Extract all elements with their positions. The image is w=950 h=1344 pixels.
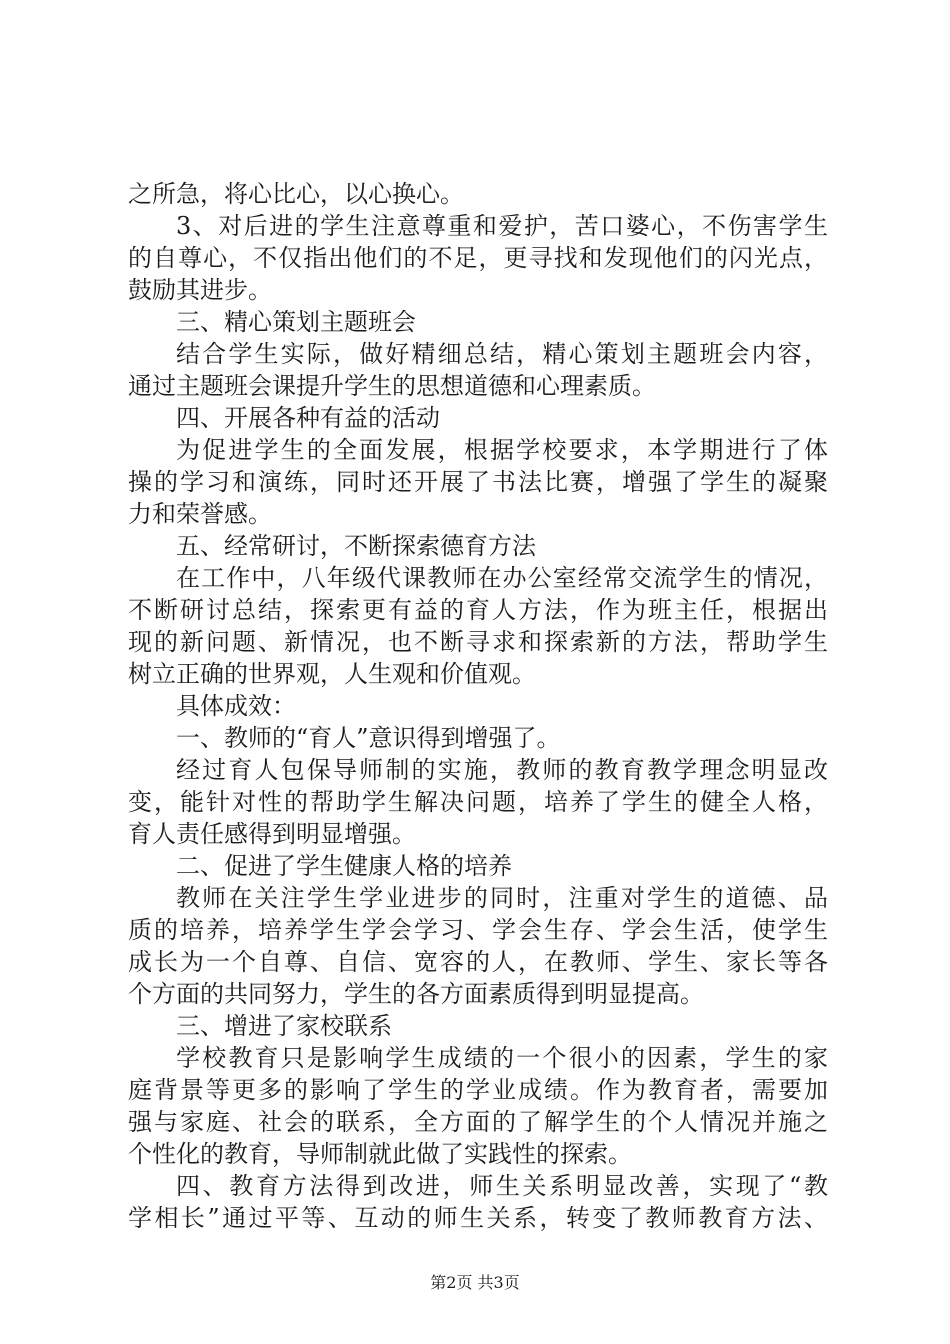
text-line: 操的学习和演练，同时还开展了书法比赛，增强了学生的凝聚 (128, 468, 828, 496)
section-heading: 三、增进了家校联系 (176, 1012, 392, 1040)
section-heading: 五、经常研讨，不断探索德育方法 (176, 532, 536, 560)
text-line: 3、对后进的学生注意尊重和爱护，苦口婆心，不伤害学生 (176, 212, 828, 240)
page-footer: 第2页 共3页 (430, 1273, 520, 1292)
text-line: 个性化的教育，导师制就此做了实践性的探索。 (128, 1140, 632, 1168)
text-line: 庭背景等更多的影响了学生的学业成绩。作为教育者，需要加 (128, 1076, 828, 1104)
text-line: 树立正确的世界观，人生观和价值观。 (128, 660, 536, 688)
text-line: 成长为一个自尊、自信、宽容的人，在教师、学生、家长等各 (128, 948, 828, 976)
text-line: 学校教育只是影响学生成绩的一个很小的因素，学生的家 (176, 1044, 828, 1072)
section-heading: 具体成效： (176, 692, 296, 720)
text-line: 育人责任感得到明显增强。 (128, 820, 416, 848)
text-line: 在工作中，八年级代课教师在办公室经常交流学生的情况， (176, 564, 828, 592)
text-line: 不断研讨总结，探索更有益的育人方法，作为班主任，根据出 (128, 596, 828, 624)
text-line: 为促进学生的全面发展，根据学校要求，本学期进行了体 (176, 436, 828, 464)
section-heading: 二、促进了学生健康人格的培养 (176, 852, 512, 880)
text-line: 四、教育方法得到改进，师生关系明显改善，实现了“教 (176, 1172, 828, 1200)
text-line: 学相长”通过平等、互动的师生关系，转变了教师教育方法、 (128, 1204, 828, 1232)
section-heading: 四、开展各种有益的活动 (176, 404, 440, 432)
text-line: 强与家庭、社会的联系，全方面的了解学生的个人情况并施之 (128, 1108, 828, 1136)
text-line: 的自尊心，不仅指出他们的不足，更寻找和发现他们的闪光点， (128, 244, 828, 272)
text-line: 现的新问题、新情况，也不断寻求和探索新的方法，帮助学生 (128, 628, 828, 656)
text-line: 经过育人包保导师制的实施，教师的教育教学理念明显改 (176, 756, 828, 784)
text-line: 通过主题班会课提升学生的思想道德和心理素质。 (128, 372, 656, 400)
text-line: 个方面的共同努力，学生的各方面素质得到明显提高。 (128, 980, 704, 1008)
text-line: 之所急，将心比心，以心换心。 (128, 180, 464, 208)
text-line: 教师在关注学生学业进步的同时，注重对学生的道德、品 (176, 884, 828, 912)
section-heading: 三、精心策划主题班会 (176, 308, 416, 336)
text-line: 质的培养，培养学生学会学习、学会生存、学会生活，使学生 (128, 916, 828, 944)
text-line: 力和荣誉感。 (128, 500, 272, 528)
text-line: 结合学生实际，做好精细总结，精心策划主题班会内容， (176, 340, 828, 368)
section-heading: 一、教师的“育人”意识得到增强了。 (176, 724, 561, 752)
text-line: 变，能针对性的帮助学生解决问题，培养了学生的健全人格， (128, 788, 828, 816)
text-line: 鼓励其进步。 (128, 276, 272, 304)
